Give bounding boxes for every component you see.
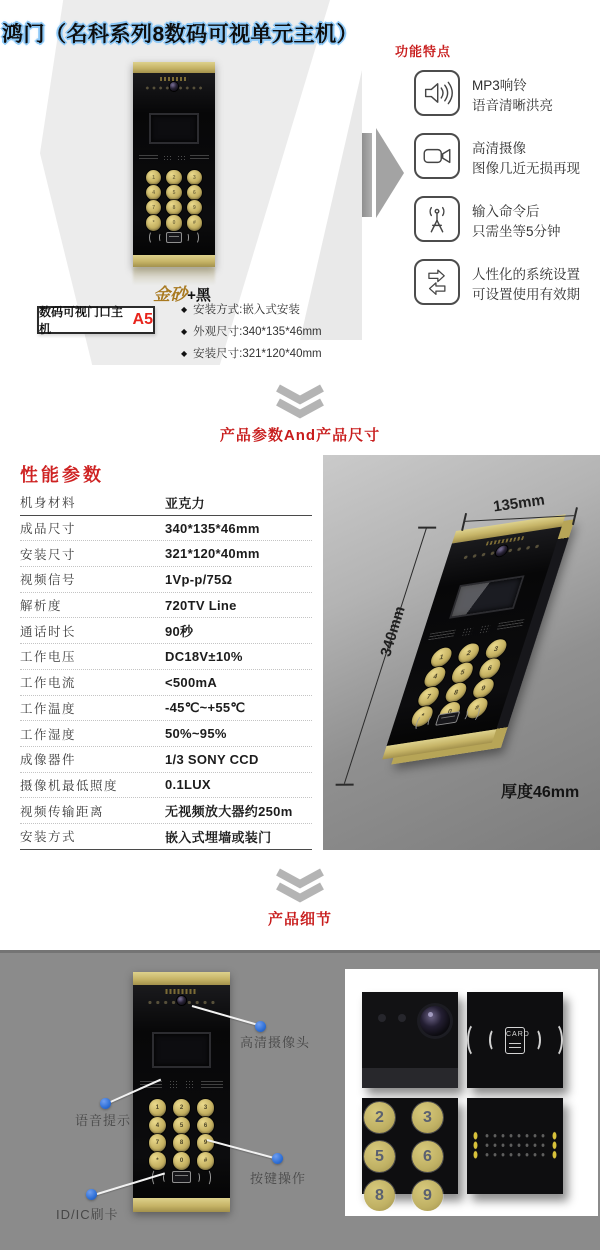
callout-dot-camera [255,1021,266,1032]
bullet-item [181,299,356,321]
spec-row [20,644,312,670]
keypad-key: 0 [173,1152,191,1170]
card-icon [505,1027,530,1054]
keypad-key: 1 [149,1099,167,1117]
model-code: A5 [132,311,153,328]
section-divider-label: 产品参数And产品尺寸 [219,427,381,444]
color-gold-text: 金砂 [153,285,188,305]
product-photo-front [133,62,215,267]
grille-lines [139,155,158,161]
spec-label: 工作温度 [20,701,77,716]
speaker-holes [483,1131,547,1159]
keypad-key: 7 [149,1134,167,1152]
spec-label: 视频传输距离 [20,804,105,819]
spec-row [20,593,312,619]
card-slot-icon [166,232,182,242]
bullet-text: 外观尺寸:340*135*46mm [193,326,322,338]
wave-arc-icon [185,233,189,242]
gold-top-bar [133,972,230,985]
feature-line2: 语音清晰洪亮 [472,98,553,113]
lcd-screen [154,1034,208,1066]
divider-label-wrap [0,424,600,445]
grille-dots [185,1080,194,1088]
grille-dots [177,155,185,162]
keypad-key: 9 [187,200,202,215]
card-reader-icon [467,992,563,1088]
detail-camera-closeup [362,992,458,1088]
spec-row [20,696,312,722]
keypad-key: 6 [476,657,503,680]
keypad-key: 4 [422,666,449,689]
card-reader-icon [149,1169,213,1186]
spec-value: 嵌入式埋墙或装门 [165,829,272,845]
keypad-key: 1 [146,170,161,185]
keypad-key: 5 [364,1141,395,1172]
bullet-text: 安装方式:嵌入式安装 [193,304,300,316]
camera-lens-icon [177,996,187,1006]
callout-dot-keys [272,1153,283,1164]
spec-label: 视频信号 [20,573,77,588]
grille-lines [201,1081,224,1088]
device-body [133,73,215,254]
spec-value: 321*120*40mm [165,546,260,562]
feature-item-camera [414,133,600,185]
spec-label: 安装方式 [20,830,77,845]
keypad-key: # [464,697,491,720]
spec-row [20,490,312,516]
keypad-key: 9 [412,1180,443,1211]
feature-line2: 只需坐等5分钟 [472,224,561,239]
spec-label: 安装尺寸 [20,547,77,562]
keypad [415,638,509,721]
callout-label-keys: 按键操作 [250,1171,307,1186]
panel-strip [362,1068,458,1088]
keypad-key: 6 [412,1141,443,1172]
diamond-bullet-icon: ◆ [181,349,188,358]
feature-item-mp3 [414,70,600,122]
gold-bottom-bar [133,255,215,267]
wave-arc-icon [545,1022,563,1058]
keypad-key: 7 [146,200,161,215]
feature-item-command [414,196,600,248]
thickness-dimension-label: 厚度46mm [501,784,580,801]
keypad-key: 8 [364,1180,395,1211]
product-photo-callouts [133,972,230,1212]
speaker-grille [428,618,525,642]
wave-arc-icon [159,233,163,242]
spec-value: 90秒 [165,624,194,640]
bullet-item [181,343,356,365]
keypad-key: * [146,215,161,230]
diamond-bullet-icon: ◆ [181,305,188,314]
callout-label-camera: 高清摄像头 [240,1035,311,1050]
speaker-grille [139,154,210,162]
keypad [146,170,202,224]
feature-line1: 输入命令后 [472,204,540,219]
detail-speaker-closeup [467,1098,563,1194]
detail-closeup-panel [345,969,598,1216]
wave-arc-icon [203,1169,211,1185]
feature-line1: MP3响铃 [472,78,527,93]
spec-row [20,721,312,747]
divider-chevrons [0,868,600,909]
spec-row [20,516,312,542]
sync-arrows-icon [414,259,460,305]
keypad-key: 8 [166,200,181,215]
arrow-triangle-icon [376,128,404,218]
brand-logo [160,77,188,81]
spec-row [20,773,312,799]
callout-label-voice: 语音提示 [75,1113,132,1128]
keypad-key: 5 [449,662,476,685]
keypad-key: 9 [470,677,497,700]
spec-value: <500mA [165,674,218,690]
spec-value: -45℃~+55℃ [165,699,246,715]
spec-label: 工作湿度 [20,727,77,742]
keypad-key: 5 [173,1117,191,1135]
keypad-key: 4 [146,185,161,200]
feature-line2: 图像几近无损再现 [472,161,580,176]
install-bullet-list [181,299,356,365]
diamond-bullet-icon: ◆ [181,327,188,336]
double-chevron-down-icon [273,384,327,420]
specs-heading: 性能参数 [20,465,104,485]
features-title: 功能特点 [395,44,452,59]
spec-row [20,618,312,644]
spec-row [20,747,312,773]
page-title: 鸿门（名科系列8数码可视单元主机） [2,23,359,46]
spec-label: 通话时长 [20,624,77,639]
camera-lens-icon [420,1006,450,1036]
spec-value: DC18V±10% [165,648,243,664]
wave-arc-icon [149,231,156,245]
keypad-key: 3 [412,1102,443,1133]
spec-value: 340*135*46mm [165,520,260,536]
keypad-key: 6 [197,1117,215,1135]
keypad-key: 4 [149,1117,167,1135]
keypad-key: * [409,705,436,728]
height-dimension-label: 340mm [377,604,409,659]
model-prefix: 数码可视门口主机 [39,305,124,336]
spec-label: 工作电流 [20,676,77,691]
divider-label-wrap [0,908,600,929]
antenna-icon [414,196,460,242]
grille-lines [428,630,456,640]
keypad-key: 2 [364,1102,395,1133]
wave-arc-icon [529,1028,541,1052]
feature-line2: 可设置使用有效期 [472,287,580,302]
spec-value: 无视频放大器约250m [165,804,293,820]
keypad-key: # [197,1152,215,1170]
card-slot-icon [435,711,460,726]
card-slot-icon [172,1171,191,1183]
grille-lines [497,619,525,629]
camera-icon [414,133,460,179]
lcd-screen [151,115,197,142]
callout-dot-card [86,1189,97,1200]
spec-row [20,798,312,824]
dimension-diagram-panel [323,455,600,850]
wave-arc-icon [489,1028,501,1052]
spec-value: 50%~95% [165,726,227,742]
spec-label: 摄像机最低照度 [20,778,119,793]
keypad-key: 9 [197,1134,215,1152]
keypad-key: 3 [187,170,202,185]
keypad [149,1099,215,1165]
card-reader-icon [147,230,201,245]
device-body [133,985,230,1197]
model-label-box [37,306,155,334]
feature-line1: 高清摄像 [472,141,526,156]
keypad-key: # [187,215,202,230]
spec-label: 解析度 [20,599,63,614]
gold-bottom-bar [133,1198,230,1212]
feature-line1: 人性化的系统设置 [472,267,580,282]
section-divider-label: 产品细节 [267,911,332,928]
keypad-key: 2 [166,170,181,185]
wave-arc-icon [467,1022,485,1058]
grille-lines [190,155,209,161]
wave-arc-icon [194,1172,199,1183]
keypad-key: 8 [173,1134,191,1152]
bullet-item [181,321,356,343]
keypad-key: 7 [415,685,442,708]
spec-row [20,670,312,696]
gold-top-bar [133,62,215,73]
wave-arc-icon [461,710,469,721]
detail-keypad-closeup [362,1098,458,1204]
product-photo-tilted [382,514,566,759]
keypad-key: 3 [483,638,510,661]
spec-value: 1/3 SONY CCD [165,751,259,767]
spec-label: 机身材料 [20,496,77,511]
led-dot [378,1014,386,1022]
grille-dots [461,626,474,635]
spec-value: 1Vp-p/75Ω [165,571,233,587]
keypad-key: 6 [187,185,202,200]
led-dot [398,1014,406,1022]
specs-table [20,490,312,850]
keypad-key: 5 [166,185,181,200]
callout-label-card: ID/IC刷卡 [56,1207,119,1222]
keypad-key: 2 [173,1099,191,1117]
divider-chevrons [0,384,600,425]
double-chevron-down-icon [273,868,327,904]
spec-value: 亚克力 [165,495,205,511]
spec-label: 工作电压 [20,650,77,665]
feature-item-settings [414,259,600,311]
brand-logo [165,989,198,993]
keypad-key: 0 [166,215,181,230]
detail-card-reader [467,992,563,1088]
spec-value: 0.1LUX [165,777,211,793]
arrow-bar-icon [362,133,372,217]
spec-row [20,541,312,567]
keypad-numbers [364,1102,456,1211]
keypad-key: 1 [428,646,455,669]
bullet-text: 安装尺寸:321*120*40mm [193,348,322,360]
grille-dots [169,1080,178,1088]
keypad-key: 2 [455,642,482,665]
lcd-screen [451,577,522,617]
card-text: CARD [506,1030,530,1038]
spec-row [20,567,312,593]
callout-dot-voice [100,1098,111,1109]
wave-arc-icon [192,231,199,245]
grille-dots [479,624,492,633]
spec-label: 成像器件 [20,753,77,768]
keypad-key: 8 [443,681,470,704]
spec-label: 成品尺寸 [20,522,77,537]
color-black-text: +黑 [187,287,211,304]
keypad-key: * [149,1152,167,1170]
keypad-key: 3 [197,1099,215,1117]
spec-row [20,824,312,850]
grille-dots [163,155,171,162]
speaker-icon [414,70,460,116]
wave-arc-icon [468,706,481,723]
wave-arc-icon [414,714,427,731]
wave-arc-icon [427,715,435,726]
width-dimension-label: 135mm [492,491,546,516]
spec-value: 720TV Line [165,597,237,613]
